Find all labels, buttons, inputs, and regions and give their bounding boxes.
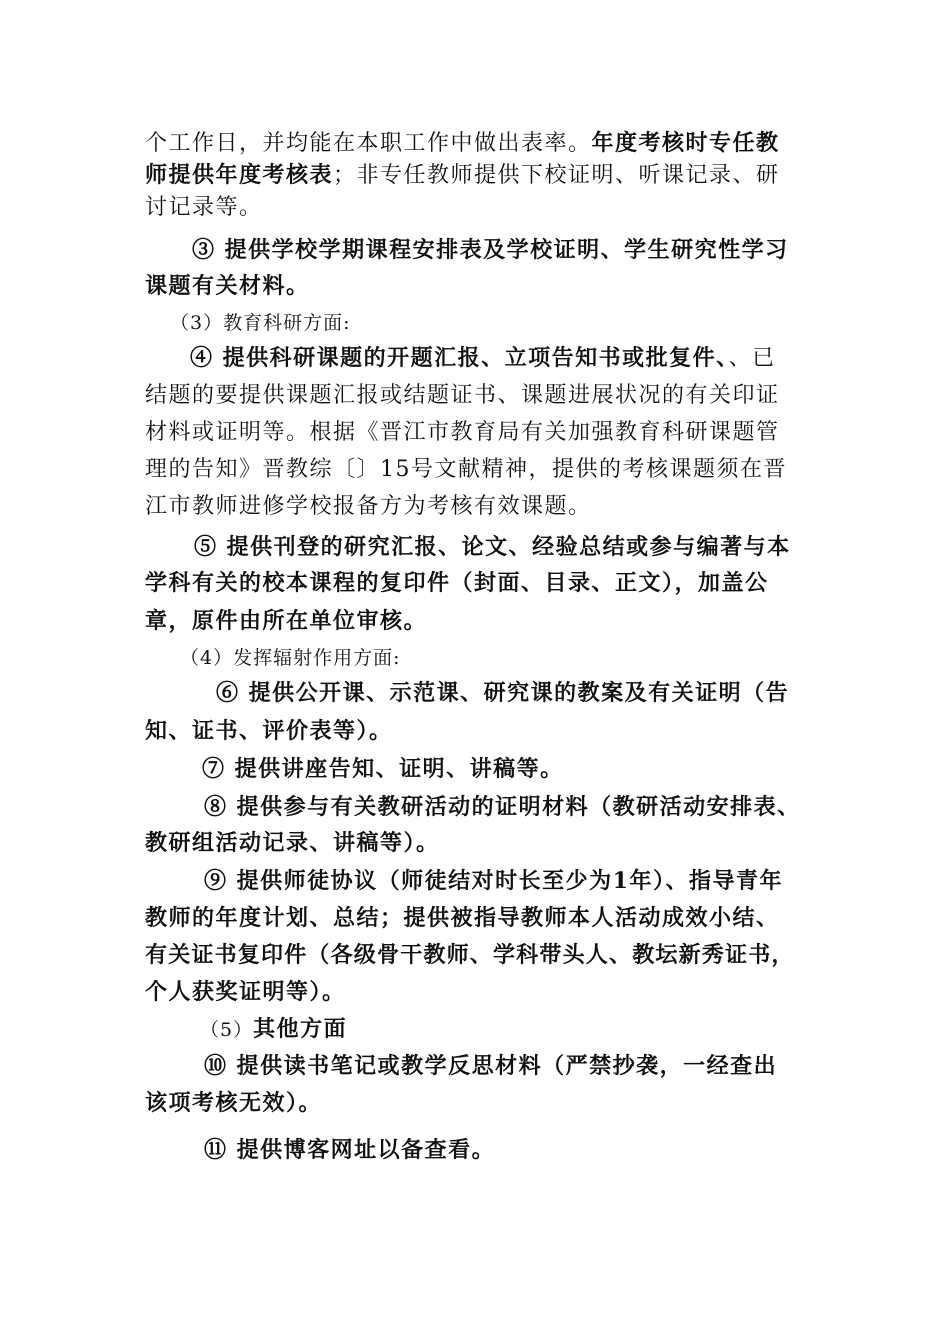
item-6-line-1: ⑥ 提供公开课、示范课、研究课的教案及有关证明（告 <box>216 680 790 706</box>
item-9-line-2: 教师的年度计划、总结；提供被指导教师本人活动成效小结、 <box>145 905 780 931</box>
item-5-line-2: 学科有关的校本课程的复印件（封面、目录、正文），加盖公 <box>145 570 769 596</box>
item-4-line-3: 材料或证明等。根据《晋江市教育局有关加强教育科研课题管 <box>145 420 780 445</box>
bold-run: ④ 提供科研课题的开题汇报、立项告知书或批复件、 <box>190 345 729 371</box>
text-run: 个工作日，并均能在本职工作中做出表率。 <box>145 131 592 156</box>
item-9-line-4: 个人获奖证明等）。 <box>145 979 346 1005</box>
item-10-line-2: 该项考核无效）。 <box>145 1090 323 1116</box>
item-9-line-1: ⑨ 提供师徒协议（师徒结对时长至少为1年）、指导青年 <box>204 868 783 894</box>
item-4-line-2: 结题的要提供课题汇报或结题证书、课题进展状况的有关印证 <box>145 383 780 408</box>
text-run: ；非专任教师提供下校证明、听课记录、研 <box>333 163 780 188</box>
section-4-heading: （4）发挥辐射作用方面: <box>180 647 401 669</box>
item-10-line-1: ⑩ 提供读书笔记或教学反思材料（严禁抄袭，一经查出 <box>204 1053 778 1079</box>
item-4-line-4: 理的告知》晋教综〔〕15号文献精神，提供的考核课题须在晋 <box>145 457 787 482</box>
text-line <box>145 193 263 223</box>
section-3-heading: （3）教育科研方面: <box>170 312 351 334</box>
item-4-line-1 <box>190 343 776 374</box>
item-8-line-1: ⑧ 提供参与有关教研活动的证明材料（教研活动安排表、 <box>204 794 801 820</box>
text-line <box>145 128 780 159</box>
item-3-line-1: ③ 提供学校学期课程安排表及学校证明、学生研究性学习 <box>192 237 789 263</box>
item-3-line-2: 课题有关材料。 <box>145 273 310 299</box>
item-4-line-5: 江市教师进修学校报备方为考核有效课题。 <box>145 494 592 519</box>
item-9-line-3: 有关证书复印件（各级骨干教师、学科带头人、教坛新秀证书， <box>145 942 795 968</box>
bold-run: 年度考核时专任教 <box>591 130 780 156</box>
item-7-line-1: ⑦ 提供讲座告知、证明、讲稿等。 <box>202 756 564 782</box>
text-line <box>145 160 780 191</box>
item-11-line-1: ⑪ 提供博客网址以备查看。 <box>204 1137 496 1163</box>
item-5-line-3: 章，原件由所在单位审核。 <box>145 608 428 634</box>
item-5-line-1: ⑤ 提供刊登的研究汇报、论文、经验总结或参与编著与本 <box>194 534 791 560</box>
item-8-line-2: 教研组活动记录、讲稿等）。 <box>145 830 440 856</box>
text-run: 讨记录等。 <box>145 195 263 220</box>
section-5-heading <box>200 1014 347 1045</box>
text-run: 、已 <box>728 346 776 371</box>
section-5-title: 其他方面 <box>253 1016 348 1042</box>
item-6-line-2: 知、证书、评价表等）。 <box>145 718 393 744</box>
bold-run: 师提供年度考核表 <box>145 162 334 188</box>
section-5-number: （5） <box>200 1019 254 1041</box>
